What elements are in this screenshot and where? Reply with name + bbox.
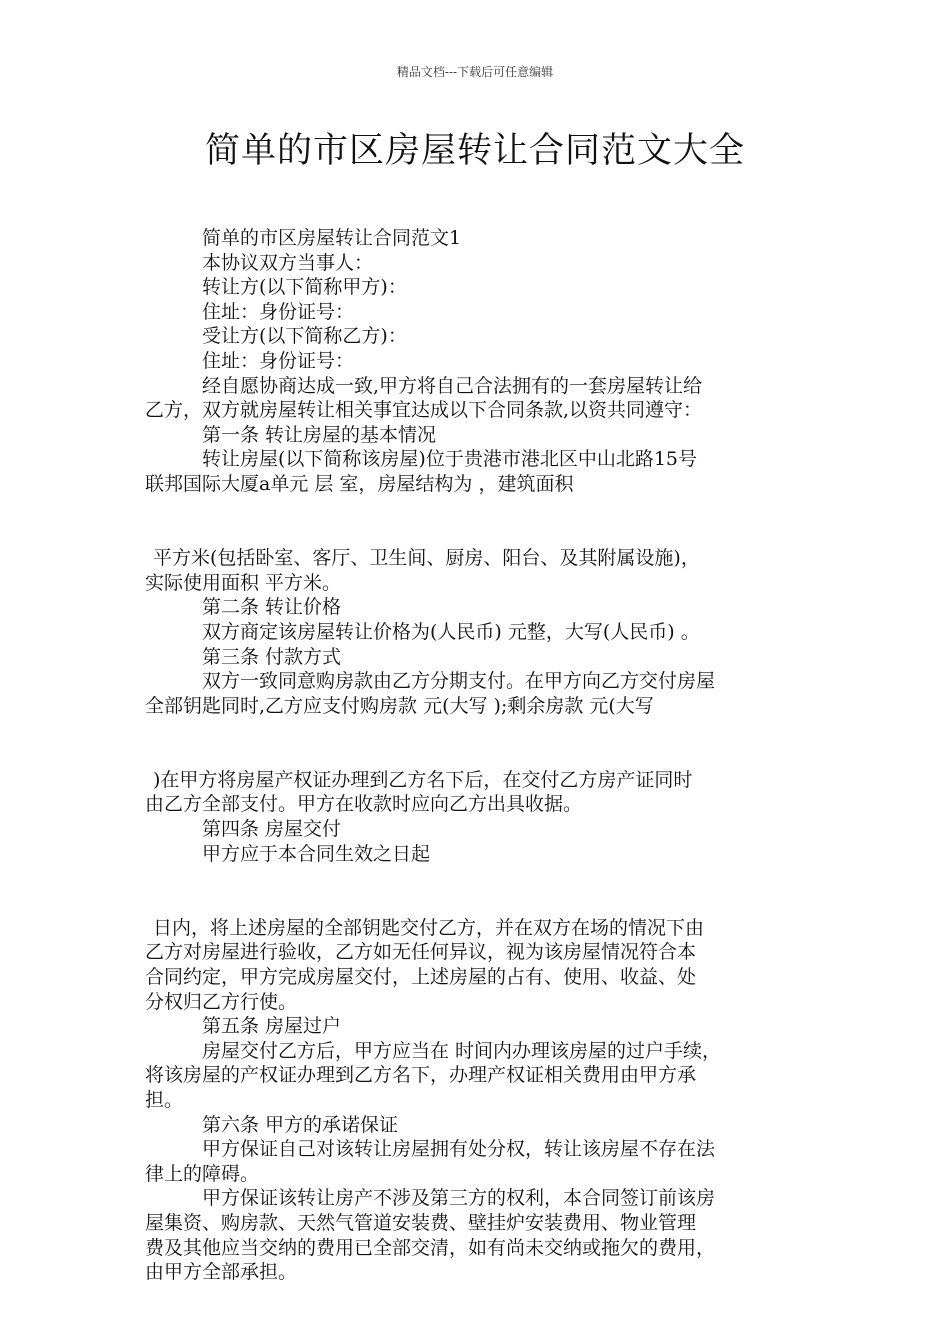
paragraph-line: 甲方保证该转让房产不涉及第三方的权利，本合同签订前该房 (202, 1187, 716, 1210)
article-heading: 第一条 转让房屋的基本情况 (202, 423, 437, 446)
paragraph-line: )在甲方将房屋产权证办理到乙方名下后，在交付乙方房产证同时 (153, 768, 693, 791)
paragraph-line: 全部钥匙同时,乙方应支付购房款 元(大写 );剩余房款 元(大写 (145, 694, 654, 717)
paragraph-line: 住址：身份证号： (202, 349, 355, 372)
paragraph-line: 双方一致同意购房款由乙方分期支付。在甲方向乙方交付房屋 (202, 670, 716, 693)
blank-line (145, 866, 825, 891)
article-heading: 第四条 房屋交付 (202, 818, 342, 841)
paragraph-line: 由甲方全部承担。 (145, 1261, 298, 1284)
article-heading: 第六条 甲方的承诺保证 (202, 1113, 399, 1136)
paragraph-line: 受让方(以下简称乙方)： (202, 325, 407, 348)
paragraph-line: 实际使用面积 平方米。 (145, 571, 342, 594)
paragraph-line: 转让房屋(以下简称该房屋)位于贵港市港北区中山北路15号 (202, 448, 698, 471)
paragraph-line: 双方商定该房屋转让价格为(人民币) 元整，大写(人民币) 。 (202, 620, 700, 643)
paragraph-line: 乙方，双方就房屋转让相关事宜达成以下合同条款,以资共同遵守： (145, 399, 703, 422)
paragraph-line: 屋集资、购房款、天然气管道安装费、壁挂炉安装费用、物业管理 (145, 1211, 697, 1234)
article-heading: 第二条 转让价格 (202, 596, 342, 619)
paragraph-line: 甲方应于本合同生效之日起 (202, 842, 431, 865)
blank-line (145, 718, 825, 743)
paragraph-line: 转让方(以下简称甲方)： (202, 276, 407, 299)
paragraph-line: 合同约定，甲方完成房屋交付，上述房屋的占有、使用、收益、处 (145, 966, 697, 989)
paragraph-line: 分权归乙方行使。 (145, 990, 298, 1013)
paragraph-line: 乙方对房屋进行验收，乙方如无任何异议，视为该房屋情况符合本 (145, 941, 697, 964)
paragraph-line: 担。 (145, 1089, 184, 1111)
document-title: 简单的市区房屋转让合同范文大全 (204, 131, 745, 171)
article-heading: 第三条 付款方式 (202, 645, 342, 668)
blank-line (145, 497, 825, 522)
paragraph-line: 经自愿协商达成一致,甲方将自己合法拥有的一套房屋转让给 (202, 374, 703, 397)
paragraph-line: 住址：身份证号： (202, 300, 355, 323)
paragraph-line: 联邦国际大厦a单元 层 室，房屋结构为 ，建筑面积 (145, 472, 574, 495)
article-heading: 第五条 房屋过户 (202, 1015, 342, 1038)
document-body (145, 226, 825, 1285)
paragraph-line: 律上的障碍。 (145, 1162, 260, 1185)
paragraph-line: 日内，将上述房屋的全部钥匙交付乙方，并在双方在场的情况下由 (153, 916, 705, 939)
paragraph-line: 本协议双方当事人： (202, 251, 374, 274)
paragraph-line: 平方米(包括卧室、客厅、卫生间、厨房、阳台、及其附属设施)， (153, 547, 700, 570)
paragraph-line: 由乙方全部支付。甲方在收款时应向乙方出具收据。 (145, 793, 583, 816)
page-header: 精品文档---下载后可任意编辑 (396, 65, 554, 79)
paragraph-line: 房屋交付乙方后，甲方应当在 时间内办理该房屋的过户手续， (202, 1039, 722, 1062)
paragraph-line: 将该房屋的产权证办理到乙方名下，办理产权证相关费用由甲方承 (145, 1064, 697, 1087)
paragraph-line: 费及其他应当交纳的费用已全部交清，如有尚未交纳或拖欠的费用， (145, 1236, 716, 1259)
contract-heading: 简单的市区房屋转让合同范文1 (202, 227, 462, 249)
paragraph-line: 甲方保证自己对该转让房屋拥有处分权，转让该房屋不存在法 (202, 1138, 716, 1161)
